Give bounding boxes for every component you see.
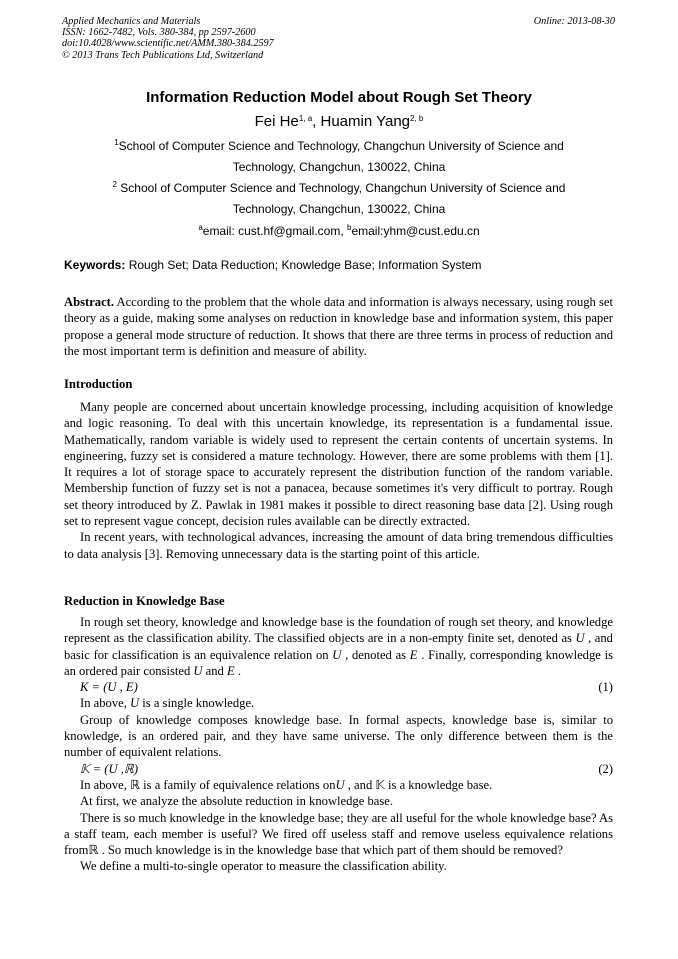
email-line	[0, 221, 678, 242]
affiliation-1	[0, 136, 678, 178]
reduction-paragraph-7: We define a multi-to-single operator to measure the classification ability.	[80, 859, 447, 874]
introduction-body	[64, 399, 613, 562]
introduction-paragraph-2: In recent years, with technological advances, increasing the amount of data bring tremendous difficulties to data analysis [3]. Removing unnecessary data is the starting point of this article.	[64, 530, 613, 561]
affiliation-2-line2: Technology, Changchun, 130022, China	[232, 202, 446, 216]
email-a-sup: a	[198, 223, 203, 232]
email-b-sup: b	[347, 223, 352, 232]
affiliation-2-line1: School of Computer Science and Technology, Changchun University of Science and	[116, 181, 566, 195]
issn-line: ISSN: 1662-7482, Vols. 380-384, pp 2597-2600	[62, 27, 256, 39]
reduction-paragraph-5: At first, we analyze the absolute reduction in knowledge base.	[80, 794, 393, 809]
author-separator: ,	[312, 113, 321, 130]
journal-name: Applied Mechanics and Materials	[62, 16, 201, 27]
journal-header	[62, 16, 274, 61]
abstract-label: Abstract.	[64, 295, 115, 309]
abstract-text: According to the problem that the whole data and information is always necessary, using rough set theory as a guide, making some analyses on reduction in knowledge base and information system, this paper propose a general mode structure of reduction. It shows that there are three terms in process of reduction and the most important term is definition and measure of ability.	[64, 295, 613, 358]
reduction-paragraph-6: There is so much knowledge in the knowledge base; they are all useful for the whole knowledge base? As a staff team, each member is useful? We fired off useless staff and remove useless equivalence relations fromℝ . So much knowledge is in the knowledge base that which part of them should be removed?	[64, 810, 613, 858]
author-1-sup: 1, a	[298, 114, 313, 123]
email-a: email: cust.hf@gmail.com,	[202, 224, 347, 238]
reduction-body	[64, 614, 613, 875]
affiliation-2	[0, 178, 678, 220]
author-line	[0, 113, 678, 130]
affiliation-1-line2: Technology, Changchun, 130022, China	[232, 160, 446, 174]
keywords-text: Rough Set; Data Reduction; Knowledge Base; Information System	[125, 258, 482, 272]
reduction-heading: Reduction in Knowledge Base	[64, 594, 225, 608]
author-2: Huamin Yang	[320, 113, 411, 130]
reduction-paragraph-3: Group of knowledge composes knowledge base. In formal aspects, knowledge base is, similar to knowledge, is an ordered pair, and they have same universe. The only difference between them is the number of equivalent relations.	[64, 712, 613, 760]
equation-2-formula: 𝕂 = (U ,ℝ)	[80, 761, 139, 776]
email-b: email:yhm@cust.edu.cn	[351, 224, 480, 238]
affiliation-1-sup: 1	[114, 138, 119, 147]
reduction-paragraph-1: In rough set theory, knowledge and knowledge base is the foundation of rough set theory, and knowledge represent as the classification ability. The classified objects are in a non-empty finite set, denoted as U , and basic for classification is an equivalence relation on U , denoted as E . Finally, corresponding knowledge is an ordered pair consisted U and E .	[64, 615, 613, 678]
author-2-sup: 2, b	[410, 114, 424, 123]
equation-1	[64, 679, 613, 695]
equation-2-number: (2)	[598, 761, 613, 776]
author-1: Fei He	[254, 113, 299, 130]
introduction-paragraph-1: Many people are concerned about uncertain knowledge processing, including acquisition of knowledge and logic reasoning. To deal with this uncertain knowledge, its representation is a fundamental issue. Mathematically, random variable is widely used to represent the certain contents of uncertain systems. In engineering, fuzzy set is considered a mature technology. However, there are some problems with them [1]. It requires a lot of storage space to accurately represent the distribution function of the random variable. Membership function of fuzzy set is not a panacea, because sometimes it's very difficult to portray. Rough set theory introduced by Z. Pawlak in 1981 makes it possible to direct reasoning base data [2]. Using rough set to represent vague concept, decision rules available can be directly extracted.	[64, 400, 613, 529]
paper-title: Information Reduction Model about Rough Set Theory	[146, 89, 532, 106]
equation-1-number: (1)	[598, 680, 613, 695]
keywords	[64, 258, 482, 272]
affiliation-2-sup: 2	[112, 180, 117, 189]
reduction-paragraph-2: In above, U is a single knowledge.	[80, 696, 255, 711]
equation-1-formula: K = (U , E)	[80, 680, 138, 695]
abstract	[64, 294, 613, 359]
online-date: Online: 2013-08-30	[533, 16, 615, 27]
equation-2	[64, 761, 613, 777]
copyright-line: © 2013 Trans Tech Publications Ltd, Switzerland	[62, 49, 264, 61]
reduction-paragraph-4: In above, ℝ is a family of equivalence relations onU , and 𝕂 is a knowledge base.	[80, 777, 493, 792]
introduction-heading: Introduction	[64, 377, 133, 391]
keywords-label: Keywords:	[64, 258, 126, 272]
doi-line: doi:10.4028/www.scientific.net/AMM.380-384.2597	[62, 38, 274, 50]
affiliation-1-line1: School of Computer Science and Technology, Changchun University of Science and	[118, 139, 564, 153]
